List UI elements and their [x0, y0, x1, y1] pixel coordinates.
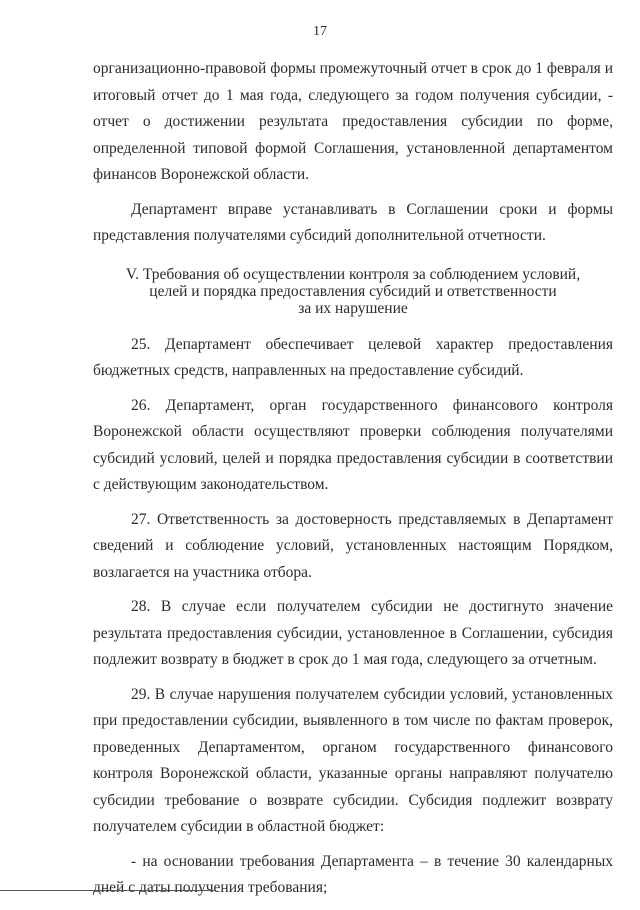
paragraph-item-29: 29. В случае нарушения получателем субсидии условий, установленных при предоставлении субсидии, выявленного в том числе по фактам проверок, проведенных Департаментом, органом государственного финансового контроля Воронежской области, указанные органы направляют получателю субсидии требование о возврате субсидии. Субсидия подлежит возврату получателем субсидии в областной бюджет: — [93, 685, 613, 835]
paragraph-item-25: 25. Департамент обеспечивает целевой характер предоставления бюджетных средств, направленных на предоставление субсидий. — [93, 335, 613, 379]
section-heading-line: целей и порядка предоставления субсидий и ответственности — [149, 282, 557, 300]
paragraph-item-27: 27. Ответственность за достоверность представляемых в Департамент сведений и соблюдение условий, установленных настоящим Порядком, возлагается на участника отбора. — [93, 510, 613, 581]
paragraph-additional-reporting: Департамент вправе устанавливать в Соглашении сроки и формы представления получателями субсидий дополнительной отчетности. — [93, 200, 613, 244]
document-body — [93, 56, 613, 910]
paragraph-item-28: 28. В случае если получателем субсидии не достигнуто значение результата предоставления субсидии, установленное в Соглашении, субсидия подлежит возврату в бюджет в срок до 1 мая года, следующего за отчетным. — [93, 598, 613, 668]
section-heading-line: V. Требования об осуществлении контроля за соблюдением условий, — [125, 265, 581, 283]
page-number: 17 — [313, 24, 327, 39]
paragraph-list-item: - на основании требования Департамента – в течение 30 календарных дней с даты получения требования; — [93, 852, 613, 896]
section-heading — [93, 266, 613, 317]
section-heading-line: за их нарушение — [298, 299, 408, 317]
footnote-divider — [0, 890, 215, 891]
paragraph-continuation: организационно-правовой формы промежуточный отчет в срок до 1 февраля и итоговый отчет до 1 мая года, следующего за годом получения субсидии, - отчет о достижении результата предоставления субсидии по форме, определенной типовой формой Соглашения, установленной департаментом финансов Воронежской области. — [93, 60, 613, 183]
paragraph-item-26: 26. Департамент, орган государственного финансового контроля Воронежской области осуществляют проверки соблюдения получателями субсидий условий, целей и порядка предоставления субсидии в соответствии с действующим законодательством. — [93, 396, 613, 493]
